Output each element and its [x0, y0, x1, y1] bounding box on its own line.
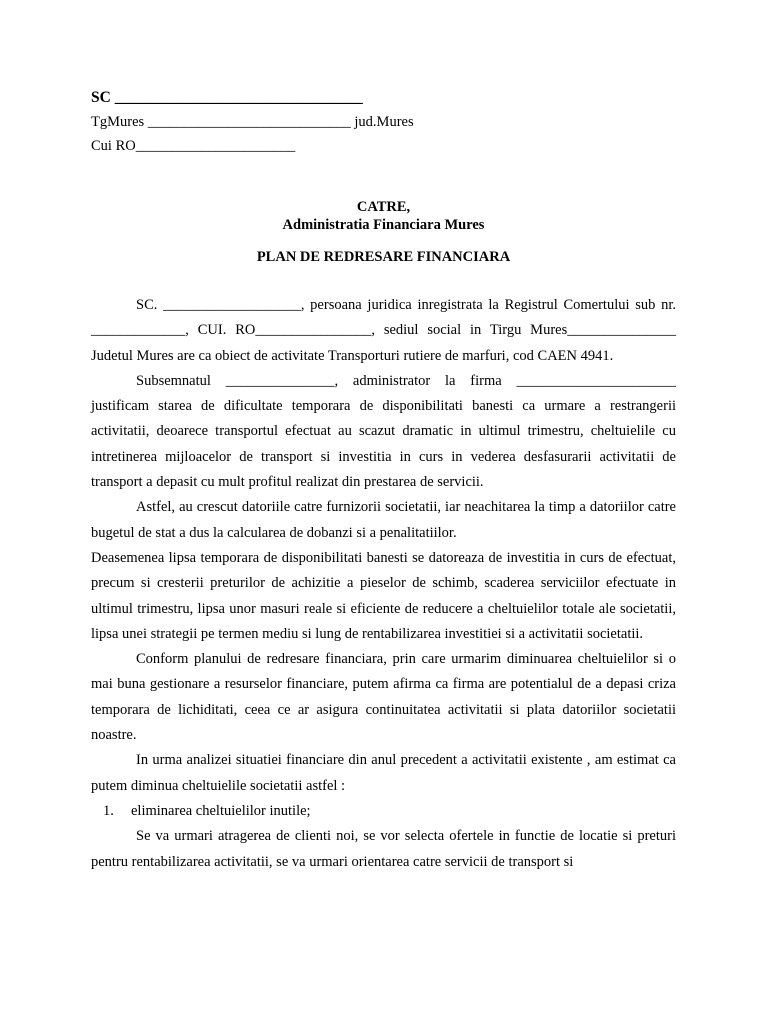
list-item-text: eliminarea cheltuielilor inutile; — [131, 802, 311, 819]
paragraph: Astfel, au crescut datoriile catre furnizorii societatii, iar neachitarea la timp a datoriilor catre bugetul de stat a dus la calcularea de dobanzi si a penalitatiilor. — [91, 499, 676, 541]
paragraph: SC. ___________________, persoana juridica inregistrata la Registrul Comertului sub nr. _____________, CUI. RO________________, sediul social in Tirgu Mures_______________ Judetul Mures are ca obiect de activitate Transporturi rutiere de marfuri, cod CAEN 4941. — [91, 297, 676, 364]
recipient-block — [91, 198, 676, 234]
paragraph: Subsemnatul _______________, administrator la firma ______________________ justificam starea de dificultate temporara de disponibilitati banesti ca urmare a restrangerii activitatii, deoarece transportul efectuat au scazut dramatic in ultimul trimestru, cheltuielile cu intretinerea mijloacelor de transport si investitia in curs in vederea desfasurarii activitatii de transport a depasit cu mult profitul realizat din prestarea de servicii. — [91, 372, 676, 491]
recipient-to: CATRE, — [356, 199, 411, 215]
paragraph: Se va urmari atragerea de clienti noi, se vor selecta ofertele in functie de locatie si preturi pentru rentabilizarea activitatii, se va urmari orientarea catre servicii de transport si — [91, 828, 676, 870]
list-item — [91, 799, 676, 824]
company-header — [91, 86, 691, 158]
company-name-line: SC ________________________________ — [91, 89, 363, 106]
paragraph: Deasemenea lipsa temporara de disponibilitati banesti se datoreaza de investitia in curs de efectuat, precum si cresterii preturilor de achizitie a pieselor de schimb, scaderea serviciilor efectuate in ultimul trimestru, lipsa unor masuri reale si eficiente de reducere a cheltuielilor totale ale societatii, lipsa unei strategii pe termen mediu si lung de rentabilizarea investitiei si a activitatii societatii. — [91, 549, 676, 642]
company-cui-line: Cui RO______________________ — [91, 138, 296, 154]
document-body — [91, 293, 676, 875]
list-item-number: 1. — [103, 802, 114, 819]
paragraph: Conform planului de redresare financiara, prin care urmarim diminuarea cheltuielilor si o mai buna gestionare a resurselor financiare, putem afirma ca firma are potentialul de a depasi criza temporara de lichiditati, ceea ce ar asigura continuitatea activitatii si plata datoriilor societatii noastre. — [91, 651, 676, 744]
document-title: PLAN DE REDRESARE FINANCIARA — [256, 249, 511, 265]
company-address-line: TgMures ____________________________ jud.Mures — [91, 114, 414, 130]
paragraph: In urma analizei situatiei financiare din anul precedent a activitatii existente , am estimat ca putem diminua cheltuielile societatii astfel : — [91, 752, 676, 794]
recipient-institution: Administratia Financiara Mures — [282, 217, 485, 233]
